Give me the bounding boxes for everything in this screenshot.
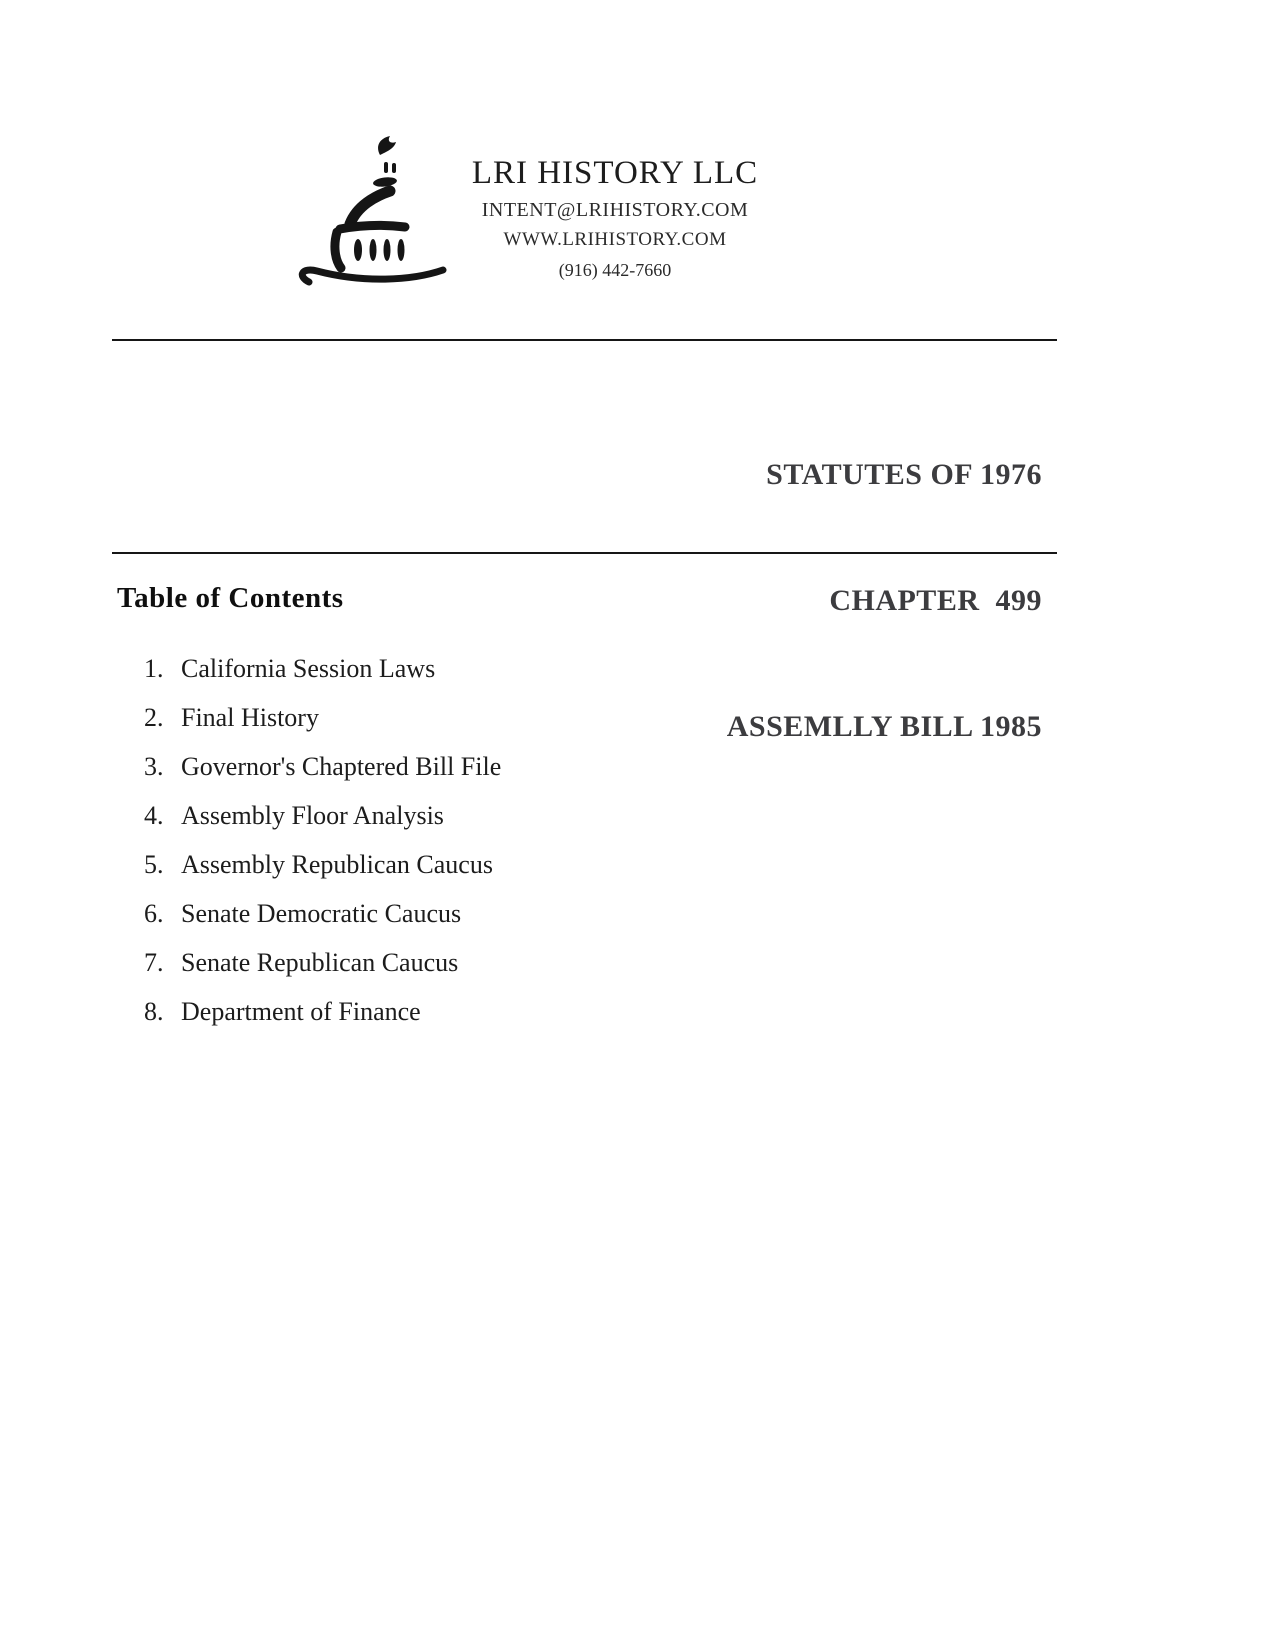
toc-item <box>144 702 501 733</box>
case-caption-statutes: STATUTES OF 1976 <box>766 458 1042 491</box>
toc-item <box>144 751 501 782</box>
letterhead <box>450 154 780 282</box>
toc-item <box>144 653 501 684</box>
company-phone: (916) 442-7660 <box>558 260 672 280</box>
toc-heading: Table of Contents <box>117 582 344 614</box>
company-website: WWW.LRIHISTORY.COM <box>503 229 727 250</box>
toc-item-number: 8. <box>144 997 164 1026</box>
toc-item-number: 4. <box>144 801 164 830</box>
toc-item-number: 5. <box>144 850 164 879</box>
case-caption-chapter: CHAPTER 499 <box>829 584 1042 617</box>
toc-item-label: Assembly Republican Caucus <box>181 850 493 879</box>
toc-item-number: 6. <box>144 899 164 928</box>
toc-item-label: California Session Laws <box>181 654 436 683</box>
toc-item <box>144 849 501 880</box>
case-caption-bill: ASSEMLLY BILL 1985 <box>726 710 1042 743</box>
toc-item-number: 2. <box>144 703 164 732</box>
toc-item <box>144 800 501 831</box>
capitol-dome-logo-icon <box>293 126 465 298</box>
case-caption <box>727 370 1042 832</box>
company-name: LRI HISTORY LLC <box>471 155 759 191</box>
toc-item-label: Final History <box>181 703 319 732</box>
toc-item-label: Governor's Chaptered Bill File <box>181 752 502 781</box>
toc-item-label: Senate Democratic Caucus <box>181 899 462 928</box>
toc-item-label: Senate Republican Caucus <box>181 948 459 977</box>
toc-list <box>144 653 501 1045</box>
toc-item <box>144 947 501 978</box>
toc-item-label: Assembly Floor Analysis <box>181 801 444 830</box>
toc-item <box>144 898 501 929</box>
toc-item-number: 3. <box>144 752 164 781</box>
divider-top <box>112 339 1057 341</box>
toc-item-number: 1. <box>144 654 164 683</box>
company-email: INTENT@LRIHISTORY.COM <box>481 199 749 221</box>
toc-item-number: 7. <box>144 948 164 977</box>
toc-item <box>144 996 501 1027</box>
toc-item-label: Department of Finance <box>181 997 421 1026</box>
